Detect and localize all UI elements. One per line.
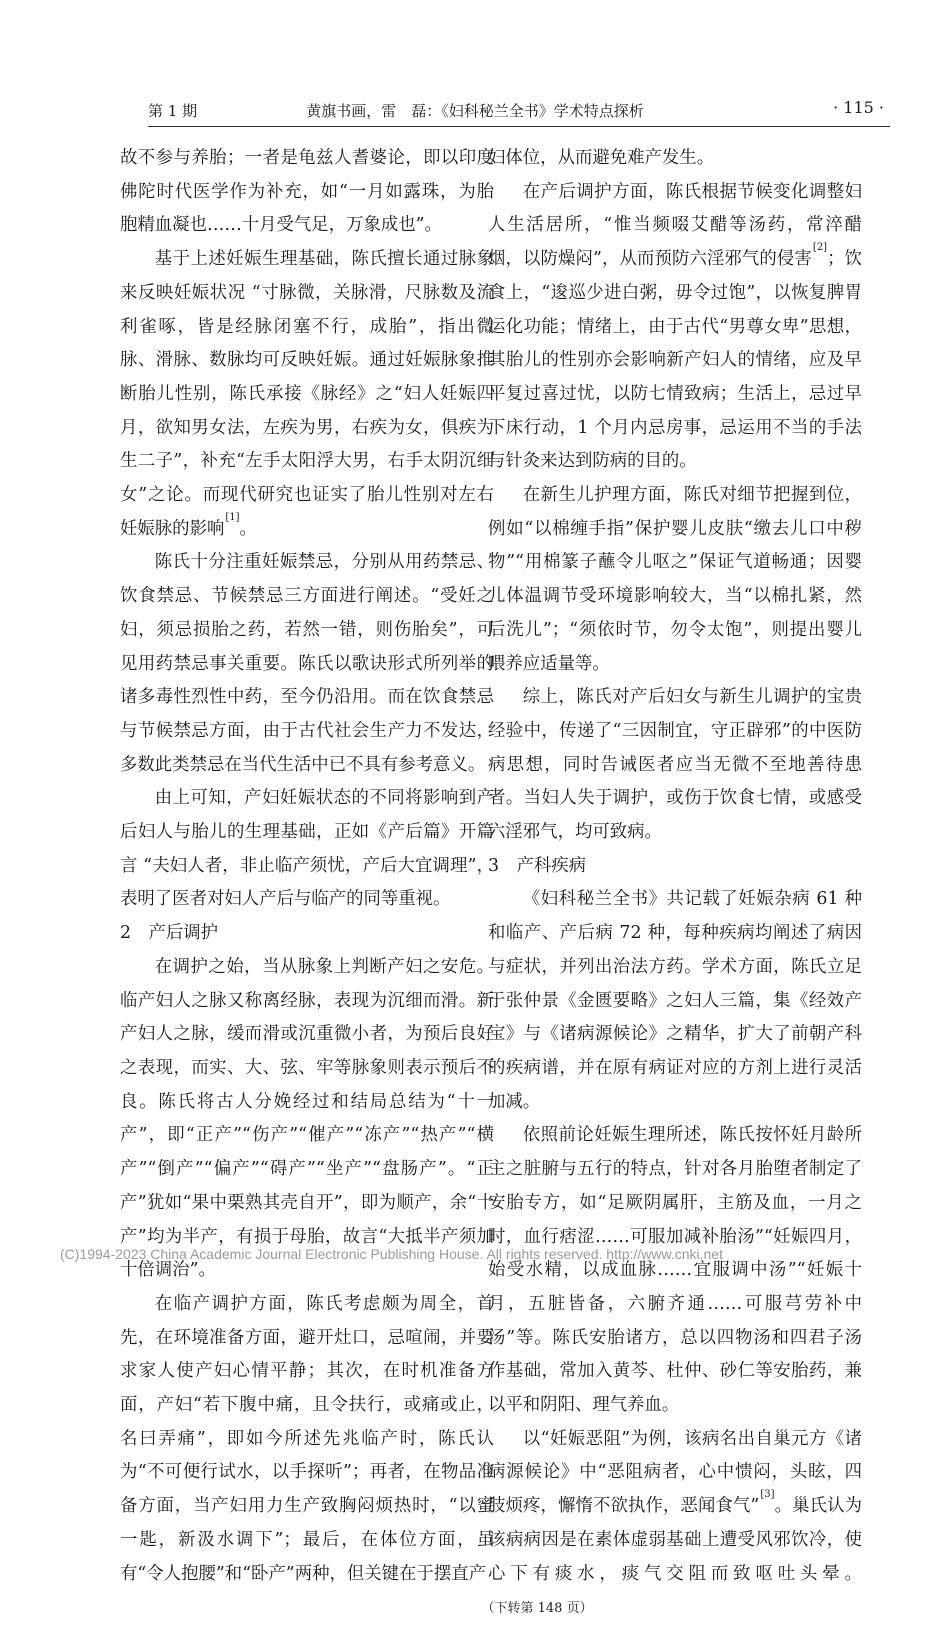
paragraph: 妇体位，从而避免难产发生。 [488, 148, 715, 168]
citation-ref[interactable]: [2] [812, 242, 828, 254]
paragraph [120, 243, 494, 546]
paragraph: 《妇科秘兰全书》共记载了妊娠杂病 61 种和临产、产后病 72 种，每种疾病均阐述了病因与症状，并列出治法方药。学术方面，陈氏立足于张仲景《金匮要略》之妇人三篇，集《经效产宝》与《诸病源候论》之精华，扩大了前朝产科的疾病谱，并在原有病证对应的方剂上进行灵活加减。 [488, 889, 862, 1112]
left-column [120, 142, 494, 1591]
copyright-footer: (C)1994-2023 China Academic Journal Electronic Publishing House. All rights reserved. http://www.cnki.net [60, 1246, 723, 1262]
paragraph-text: 在产后调护方面，陈氏根据节候变化调整妇人生活居所，“惟当频啜艾醋等汤药，常淬醋烟，以防燥闷”，从而预防六淫邪气的侵害 [488, 181, 862, 270]
citation-ref[interactable]: [1] [225, 511, 240, 523]
paragraph-text: ；饮食上，“逡巡少进白粥，毋令过饱”，以恢复脾胃运化功能；情绪上，由于古代“男尊女卑”思想，其胎儿的性别亦会影响新产妇人的情绪，应及早平复过喜过忧，以防七情致病；生活上，忌过早下床行动，1 个月内忌房事，忌运用不当的手法与针灸来达到防病的目的。 [488, 249, 862, 472]
paragraph [488, 1423, 862, 1626]
paragraph: 陈氏十分注重妊娠禁忌，分别从用药禁忌、饮食禁忌、节候禁忌三方面进行阐述。“受妊之妇，须忌损胎之药，若然一错，则伤胎矣”，可见用药禁忌事关重要。陈氏以歌诀形式所列举的诸多毒性烈性中药，至今仍沿用。而在饮食禁忌与节候禁忌方面，由于古代社会生产力不发达，多数此类禁忌在当代生活中已不具有参考意义。 [120, 552, 494, 775]
paragraph-text: 以“妊娠恶阻”为例，该病名出自巢元方《诸病源候论》中“恶阻病者，心中愦闷，头眩，四肢烦疼，懈惰不欲执作，恶闻食气” [488, 1428, 862, 1517]
paragraph-text: 。巢氏认为该病病因是在素体虚弱基础上遭受风邪饮冷，使心下有痰水，痰气交阻而致呕吐头晕。 [488, 1496, 862, 1584]
paragraph: 综上，陈氏对产后妇女与新生儿调护的宝贵经验中，传递了“三因制宜，守正辟邪”的中医防病思想，同时告诫医者应当无微不至地善待患者。当妇人失于调护，或伤于饮食七情，或感受六淫邪气，均可致病。 [488, 687, 862, 843]
page-number: · 115 · [833, 98, 884, 117]
running-header [60, 96, 890, 124]
paragraph-end: 。 [239, 518, 257, 539]
paragraph: 依照前论妊娠生理所述，陈氏按怀妊月龄所主之脏腑与五行的特点，针对各月胎堕者制定了安胎专方，如“足厥阴属肝，主筋及血，一月之时，血行痞涩……可服加减补胎汤”“妊娠四月，始受水精，以成血脉……宜服调中汤”“妊娠十月，五脏皆备，六腑齐通……可服芎劳补中汤”等。陈氏安胎诸方，总以四物汤和四君子汤作基础，常加入黄芩、杜仲、砂仁等安胎药，兼以平和阴阳、理气养血。 [488, 1125, 862, 1416]
paragraph: 故不参与养胎；一者是龟兹人耆婆论，即以印度佛陀时代医学作为补充，如“一月如露珠，为胎胞精血凝也……十月受气足，万象成也”。 [120, 148, 494, 236]
header-rule [148, 126, 890, 127]
citation-ref[interactable]: [3] [760, 1489, 775, 1501]
continued-note: （下转第 148 页） [488, 1601, 593, 1617]
paragraph: 在调护之始，当从脉象上判断产妇之安危。临产妇人之脉又称离经脉，表现为沉细而滑。新产妇人之脉，缓而滑或沉重微小者，为预后良好之表现，而实、大、弦、牢等脉象则表示预后不良。陈氏将古人分娩经过和结局总结为“十一产”，即“正产”“伤产”“催产”“冻产”“热产”“横产”“倒产”“偏产”“碍产”“坐产”“盘肠产”。“正产”犹如“果中栗熟其壳自开”，即为顺产，余“十产”均为半产，有损于母胎，故言“大抵半产须加十倍调治”。 [120, 956, 494, 1281]
section-heading: 3 产科疾病 [488, 855, 587, 876]
paragraph: 在新生儿护理方面，陈氏对细节把握到位，例如“以棉缠手指”保护婴儿皮肤“缴去儿口中秽物”“用棉篆子蘸令儿呕之”保证气道畅通；因婴儿体温调节受环境影响较大，当“以棉扎紧，然后洗儿”；“须依时节，勿令太饱”，则提出婴儿喂养应适量等。 [488, 485, 862, 674]
paragraph-text: 基于上述妊娠生理基础，陈氏擅长通过脉象来反映妊娠状况 “寸脉微，关脉滑，尺脉数及流利雀啄，皆是经脉闭塞不行，成胎”，指出微脉、滑脉、数脉均可反映妊娠。通过妊娠脉象推断胎儿性别，陈氏承接《脉经》之“妇人妊娠四月，欲知男女法，左疾为男，右疾为女，俱疾为生二子”，补充“左手太阳浮大男，右手太阴沉细女”之论。而现代研究也证实了胎儿性别对左右妊娠脉的影响 [120, 249, 494, 539]
paragraph [488, 176, 862, 479]
paragraph: 在临产调护方面，陈氏考虑颇为周全，首先，在环境准备方面，避开灶口，忌喧闹，并要求家人使产妇心情平静；其次，在时机准备方面，产妇“若下腹中痛，且令扶行，或痛或止，名曰弄痛”，即如今所述先兆临产时，陈氏认为“不可便行试水，以手探听”；再者，在物品准备方面，当产妇用力生产致胸闷烦热时，“以蜜一匙，新汲水调下”；最后，在体位方面，虽有“令人抱腰”和“卧产”两种，但关键在于摆直产 [120, 1293, 494, 1584]
section-heading: 2 产后调护 [120, 923, 219, 944]
article-title: 黄旗书画，雷 磊：《妇科秘兰全书》学术特点探析 [306, 102, 644, 120]
paragraph: 由上可知，产妇妊娠状态的不同将影响到产后妇人与胎儿的生理基础，正如《产后篇》开篇言 “夫妇人者，非止临产须忧，产后大宜调理”，表明了医者对妇人产后与临产的同等重视。 [120, 788, 494, 910]
right-column [488, 142, 862, 1626]
issue-number: 第 1 期 [148, 102, 198, 120]
